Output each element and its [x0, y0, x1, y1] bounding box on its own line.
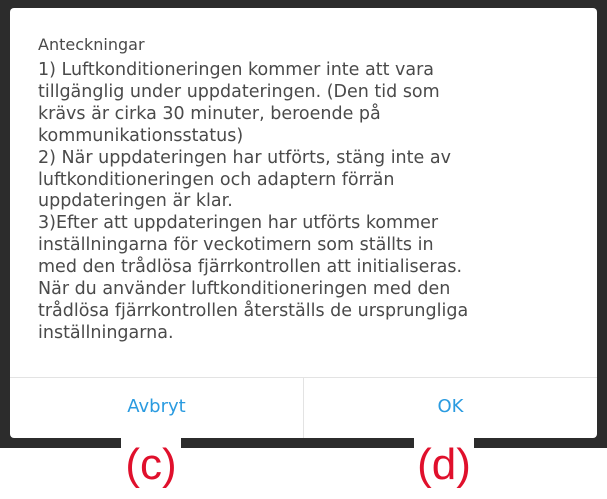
- callout-label-c: (c): [121, 440, 181, 490]
- dialog-title: Anteckningar: [38, 35, 145, 54]
- notes-dialog: [10, 8, 597, 438]
- callout-label-d: (d): [414, 440, 474, 490]
- dialog-message: 1) Luftkonditioneringen kommer inte att vara tillgänglig under uppdateringen. (Den tid som krävs är cirka 30 minuter, beroende på kommunikationsstatus) 2) När uppdateringen har utförts, stäng inte av luftkonditioneringen och adaptern förrän uppdateringen är klar. 3)Efter att uppdateringen har utförts kommer inställningarna för veckotimern som ställts in med den trådlösa fjärrkontrollen att initialiseras. När du använder luftkonditioneringen med den trådlösa fjärrkontrollen återställs de ursprungliga inställningarna.: [38, 60, 469, 343]
- cancel-button[interactable]: Avbryt: [127, 396, 186, 417]
- dialog-body: [38, 34, 578, 345]
- dialog-button-bar: [10, 377, 597, 438]
- ok-button[interactable]: OK: [437, 396, 464, 417]
